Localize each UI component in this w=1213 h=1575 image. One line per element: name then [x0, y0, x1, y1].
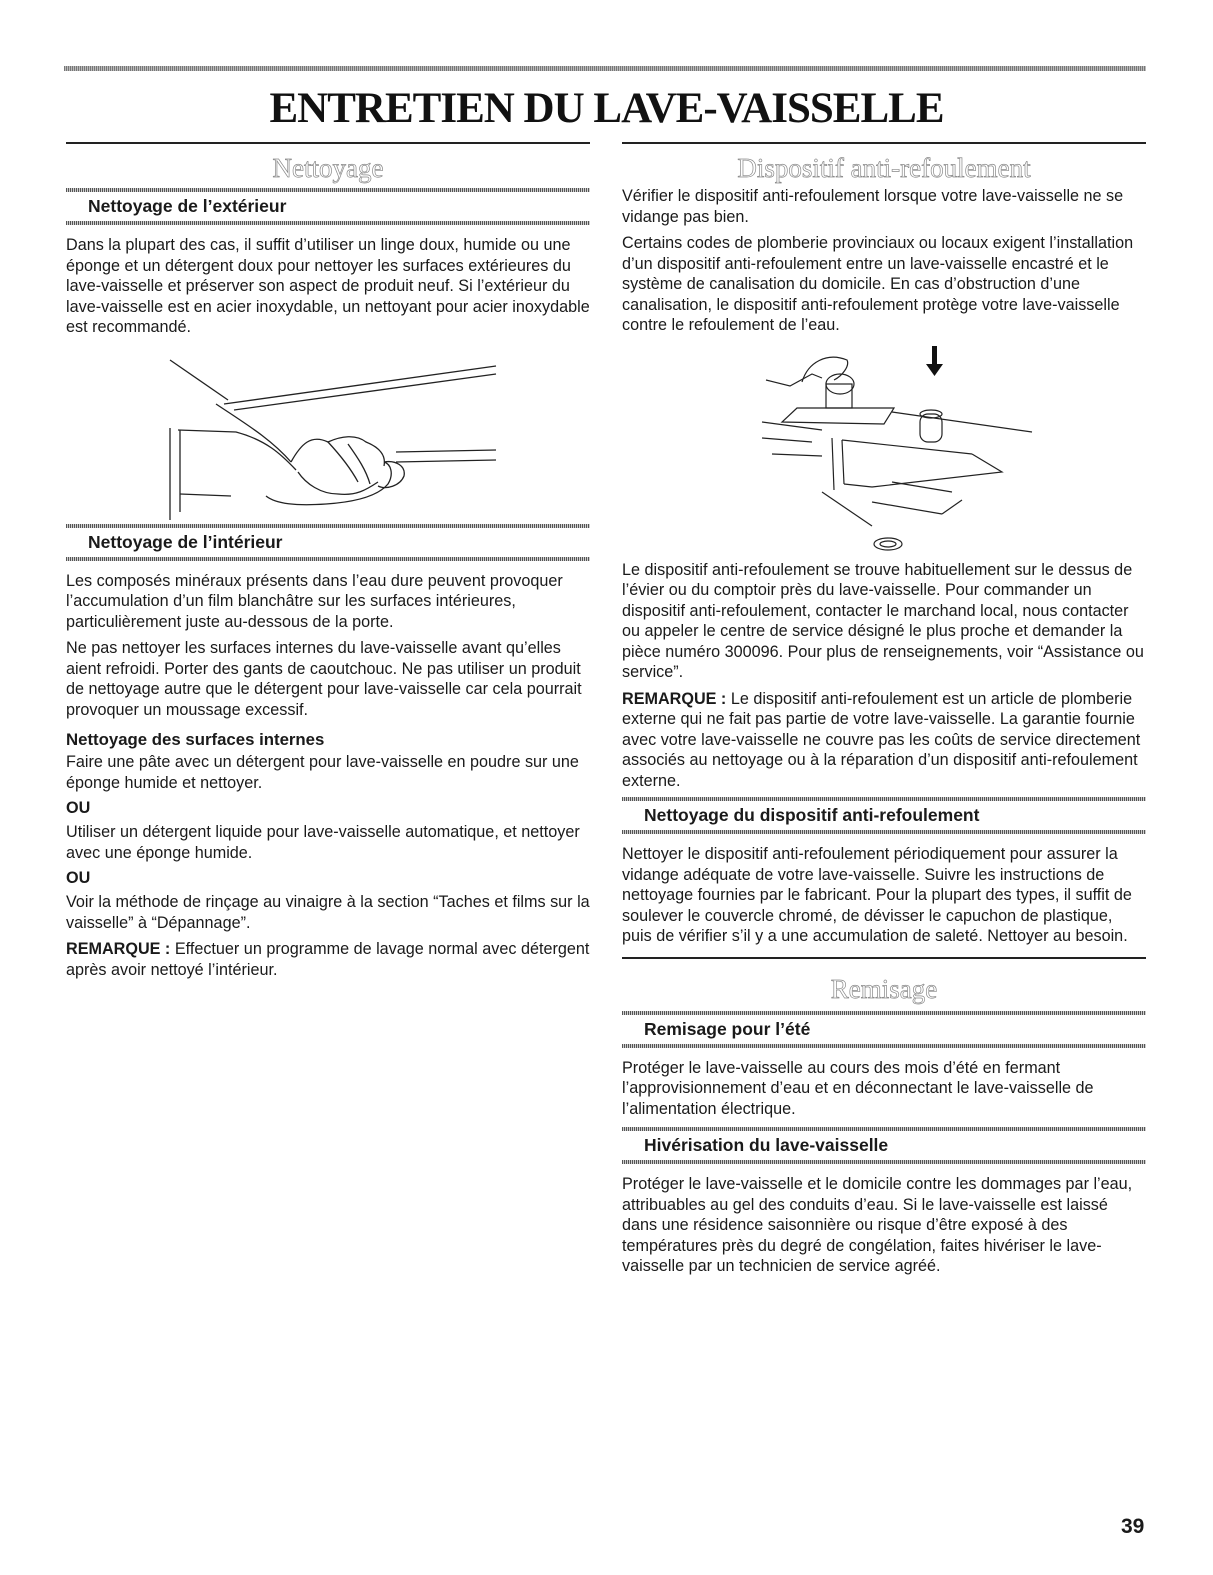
top-dotted-rule — [64, 66, 1146, 71]
note-label: REMARQUE : — [66, 940, 171, 958]
hand-wiping-illustration — [66, 344, 590, 524]
air-gap-cleaning-paragraph: Nettoyer le dispositif anti-refoulement périodiquement pour assurer la vidange adéquate de votre lave-vaisselle. Suivre les instructions de nettoyage fournies par le fabricant. Pour la plupart des types, il suffit de soulever le couvercle chromé, de dévisser le capuchon de plastique, puis de vérifier s’il y a une accumulation de saleté. Nettoyer au besoin. — [622, 845, 1132, 945]
left-note — [66, 939, 590, 980]
or-label: OU — [66, 869, 91, 887]
dotted-rule — [66, 221, 590, 225]
dotted-rule — [622, 1160, 1146, 1164]
section-title-remisage: Remisage — [830, 973, 938, 1004]
interior-paragraph-2: Ne pas nettoyer les surfaces internes du lave-vaisselle avant qu’elles aient refroidi. Porter des gants de caoutchouc. Ne pas utiliser un produit de nettoyage autre que le détergent pour lave-vaisselle car cela pourrait provoquer un moussage excessif. — [66, 639, 582, 719]
or-label: OU — [66, 799, 91, 817]
note-text: Le dispositif anti-refoulement est un article de plomberie externe qui ne fait pas partie de votre lave-vaisselle. La garantie fournie avec votre lave-vaisselle ne couvre pas les coûts de service directement associés au nettoyage ou à la réparation d’un dispositif anti-refoulement externe. — [622, 689, 1141, 790]
section-rule — [622, 142, 1146, 144]
subheading-exterior: Nettoyage de l’extérieur — [88, 196, 287, 216]
note-label: REMARQUE : — [622, 689, 727, 708]
section-title-nettoyage: Nettoyage — [272, 153, 384, 183]
page-title: ENTRETIEN DU LAVE-VAISSELLE — [269, 85, 944, 132]
right-note — [622, 689, 1146, 792]
internal-surfaces-paragraph-2: Utiliser un détergent liquide pour lave-vaisselle automatique, et nettoyer avec une éponge humide. — [66, 823, 580, 862]
section-rule — [66, 142, 590, 144]
right-column — [622, 142, 1146, 1283]
subheading-internal-surfaces: Nettoyage des surfaces internes — [66, 730, 325, 749]
internal-surfaces-paragraph-1: Faire une pâte avec un détergent pour lave-vaisselle en poudre sur une éponge humide et nettoyer. — [66, 753, 579, 792]
interior-paragraph-1: Les composés minéraux présents dans l’eau dure peuvent provoquer l’accumulation d’un film blanchâtre sur les surfaces intérieures, particulièrement juste au-dessous de la porte. — [66, 571, 563, 631]
left-column — [66, 142, 590, 986]
dotted-rule — [622, 1044, 1146, 1048]
page-number: 39 — [1121, 1515, 1145, 1538]
section-title-dispositif: Dispositif anti-refoulement — [737, 153, 1031, 183]
dotted-rule — [66, 557, 590, 561]
air-gap-paragraph-3: Le dispositif anti-refoulement se trouve habituellement sur le dessus de l’évier ou du comptoir près du lave-vaisselle. Pour commander un dispositif anti-refoulement, contacter le marchand local, nous contacter ou appeler le centre de service désigné le plus proche et demander la pièce numéro 300096. Pour plus de renseignements, voir “Assistance ou service”. — [622, 560, 1144, 681]
air-gap-paragraph-1: Vérifier le dispositif anti-refoulement lorsque votre lave-vaisselle ne se vidange pas bien. — [622, 187, 1124, 226]
section-rule — [622, 957, 1146, 959]
internal-surfaces-paragraph-3: Voir la méthode de rinçage au vinaigre à la section “Taches et films sur la vaisselle” à “Dépannage”. — [66, 893, 590, 932]
subheading-winterizing: Hivérisation du lave-vaisselle — [644, 1135, 889, 1155]
subheading-summer-storage: Remisage pour l’été — [644, 1018, 811, 1039]
subheading-air-gap-cleaning: Nettoyage du dispositif anti-refoulement — [644, 805, 980, 825]
sink-air-gap-illustration — [622, 342, 1146, 560]
subheading-interior: Nettoyage de l’intérieur — [88, 531, 283, 552]
exterior-paragraph: Dans la plupart des cas, il suffit d’utiliser un linge doux, humide ou une éponge et un détergent doux pour nettoyer les surfaces extérieures du lave-vaisselle et préserver son aspect de produit neuf. Si l’extérieur du lave-vaisselle est en acier inoxydable, un nettoyant pour acier inoxydable est recommandé. — [66, 236, 590, 336]
summer-storage-paragraph: Protéger le lave-vaisselle au cours des mois d’été en fermant l’approvisionnement d’eau et en déconnectant le lave-vaisselle de l’alimentation électrique. — [622, 1058, 1094, 1118]
dotted-rule — [622, 830, 1146, 834]
note-text: Effectuer un programme de lavage normal avec détergent après avoir nettoyé l’intérieur. — [66, 940, 590, 979]
air-gap-paragraph-2: Certains codes de plomberie provinciaux ou locaux exigent l’installation d’un dispositif anti-refoulement entre un lave-vaisselle encastré et le système de canalisation du domicile. En cas d’obstruction d’une canalisation, le dispositif anti-refoulement protège votre lave-vaisselle contre le refoulement de l’eau. — [622, 234, 1134, 334]
winterizing-paragraph: Protéger le lave-vaisselle et le domicile contre les dommages par l’eau, attribuables au gel des conduits d’eau. Si le lave-vaisselle est laissé dans une résidence saisonnière ou risque d’être exposé à des températures près du degré de congélation, faites hivériser le lave-vaisselle par un technicien de service agréé. — [622, 1175, 1133, 1275]
